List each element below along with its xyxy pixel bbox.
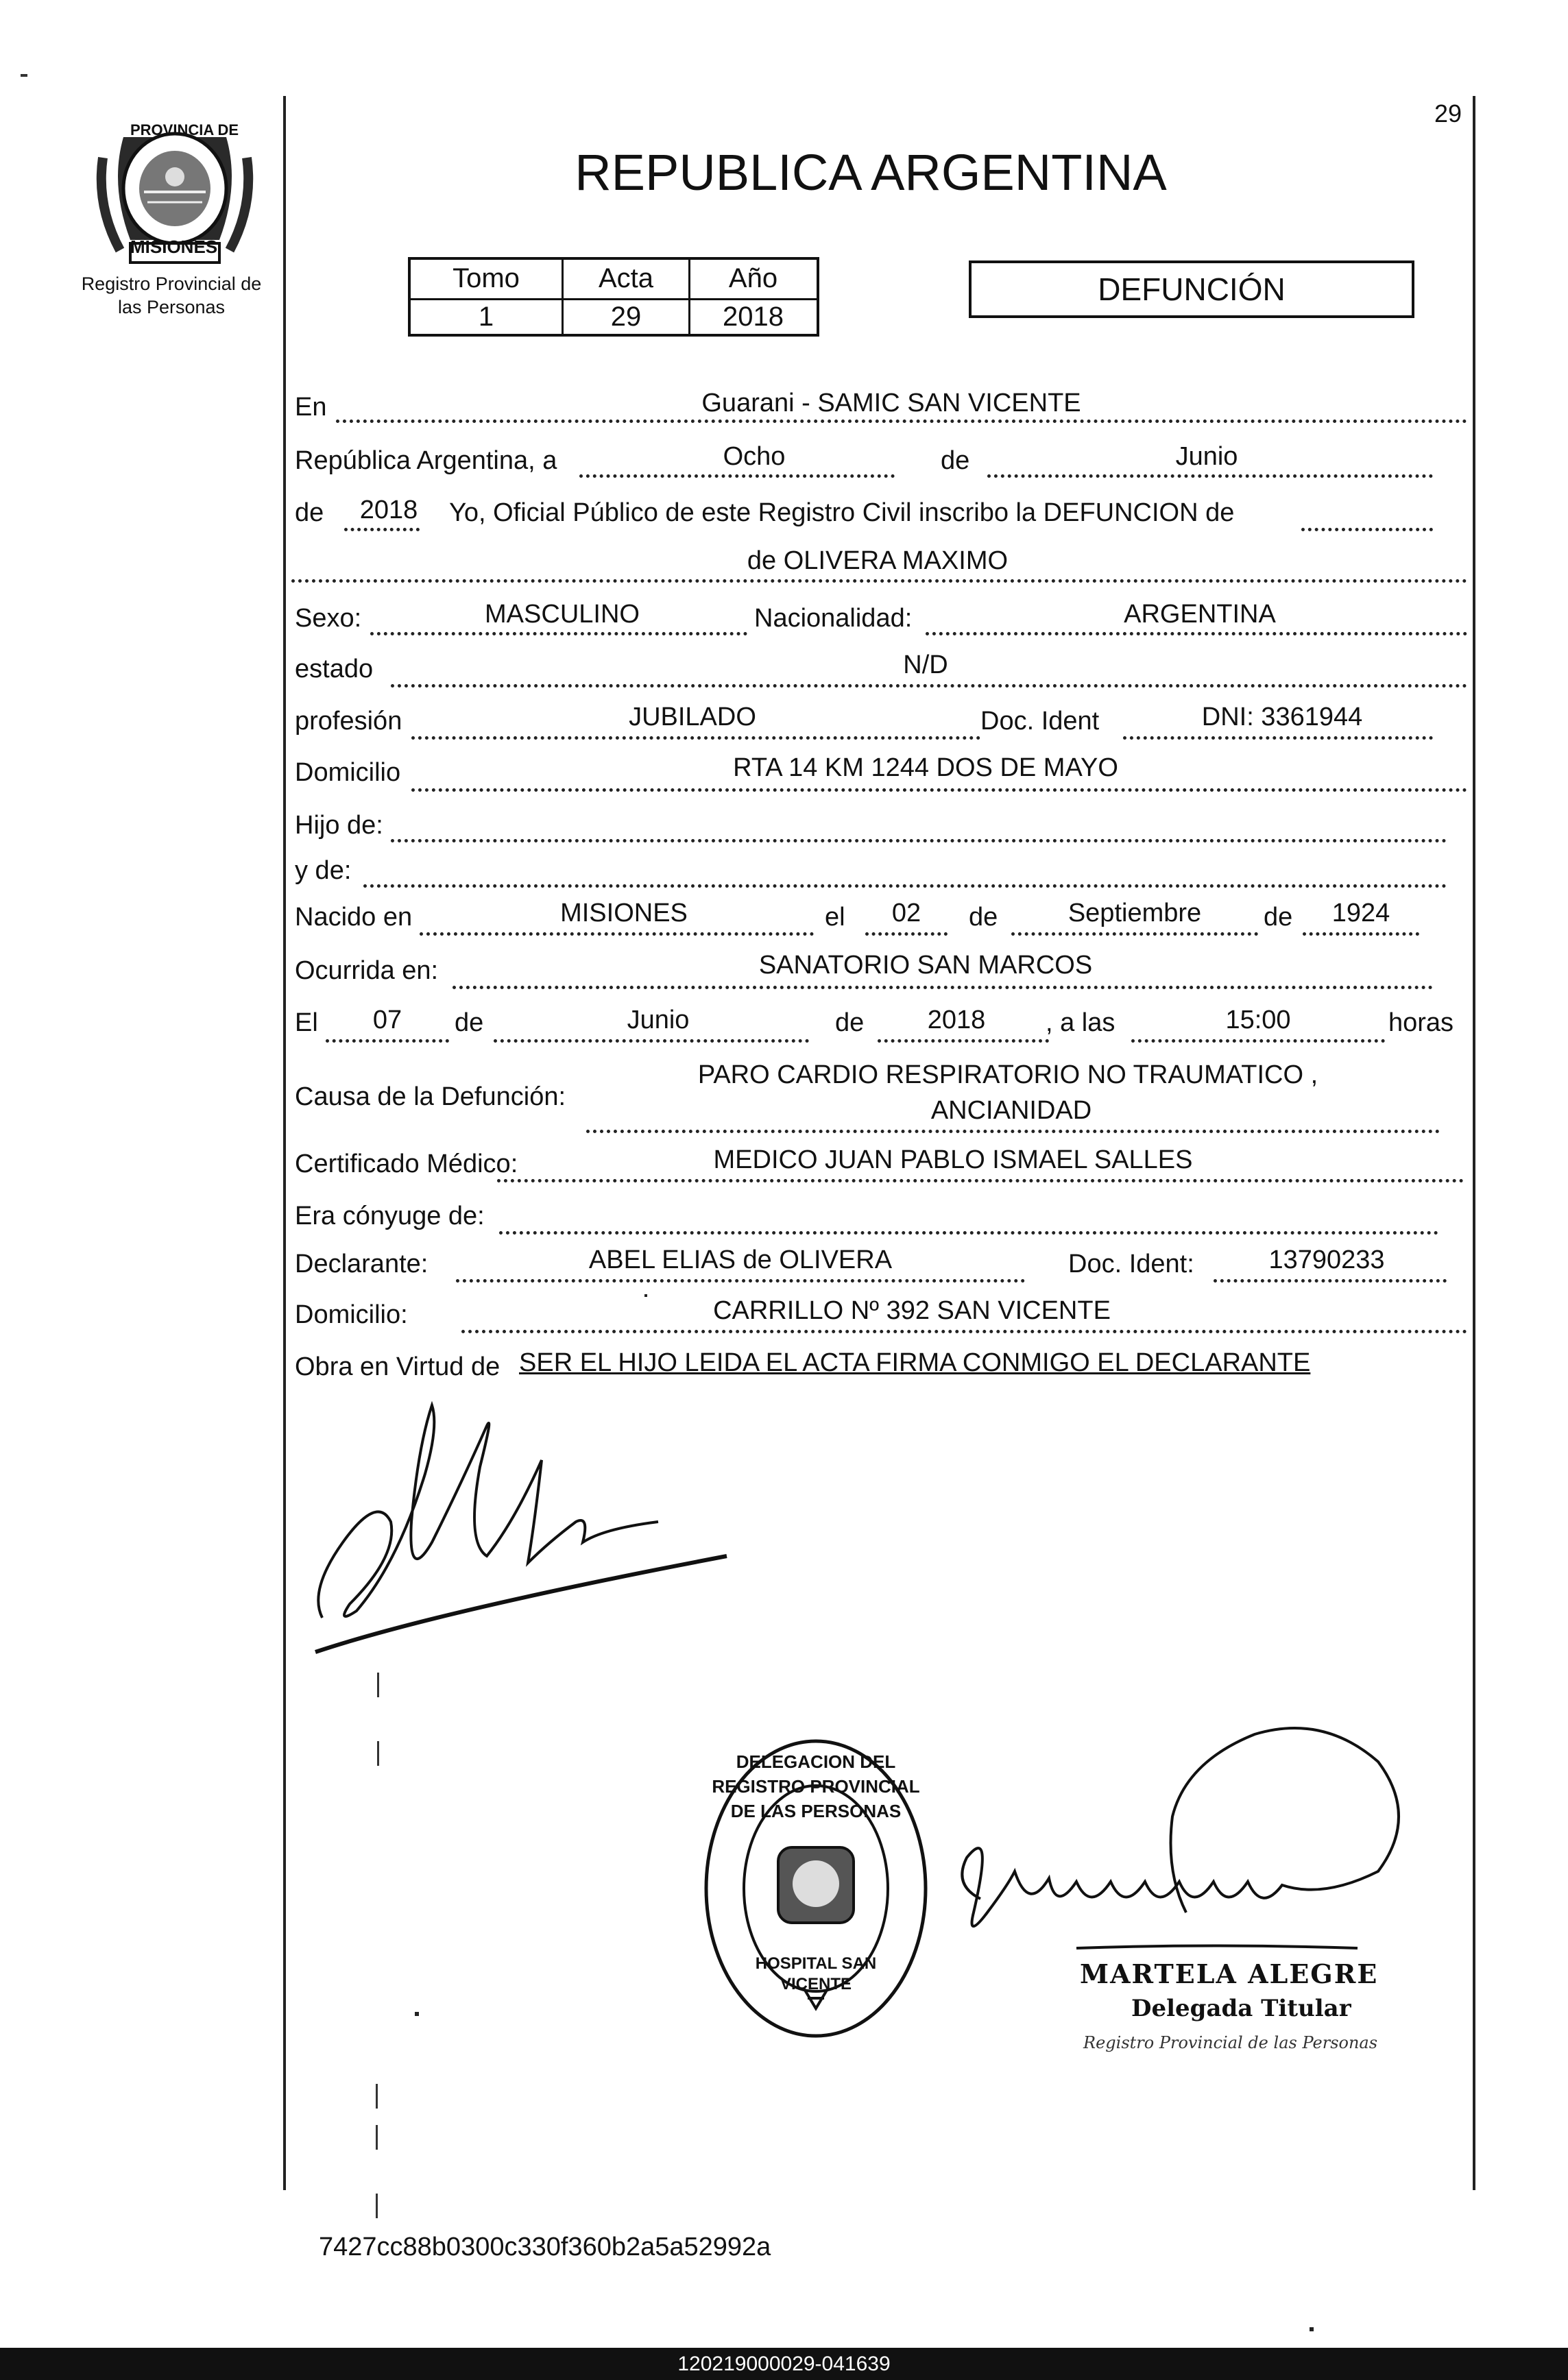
dotted-line [336,420,1467,423]
de-label-3: de [969,903,998,932]
dotted-line [344,528,420,531]
scan-mark [21,74,27,77]
left-border [283,96,286,2190]
dotted-line [497,1179,1464,1182]
nacionalidad-label: Nacionalidad: [754,604,913,633]
dotted-line [987,474,1433,478]
doc-ident2-label: Doc. Ident: [1068,1250,1194,1278]
dotted-line [1214,1279,1447,1283]
estado-label: estado [295,655,374,683]
logo-text-top: PROVINCIA DE [130,121,239,138]
nacido-dia: 02 [891,899,921,927]
de-label-5: de [455,1008,484,1037]
document-hash: 7427cc88b0300c330f360b2a5a52992a [319,2233,771,2261]
domicilio2-label: Domicilio: [295,1300,408,1329]
record-type-box [969,260,1414,318]
scan-speck [415,2012,419,2016]
declarante-value: ABEL ELIAS de OLIVERA [588,1246,893,1274]
value-acta: 29 [610,302,642,332]
profesion-label: profesión [295,707,402,736]
declarante-label: Declarante: [295,1250,429,1278]
estado-value: N/D [903,651,948,679]
y-de-label: y de: [295,856,352,885]
dotted-line [391,839,1447,842]
de-label-2: de [295,498,324,527]
value-tomo: 1 [478,302,494,332]
dotted-line [1011,932,1258,936]
nombre-value: de OLIVERA MAXIMO [747,546,1009,575]
en-label: En [295,393,327,422]
header-acta: Acta [598,263,654,293]
dotted-line [878,1039,1049,1043]
header-tomo: Tomo [453,263,520,293]
scan-speck [644,1294,647,1297]
dotted-line [420,932,814,936]
causa-line1: PARO CARDIO RESPIRATORIO NO TRAUMATICO , [697,1060,1318,1089]
domicilio2-value: CARRILLO Nº 392 SAN VICENTE [713,1296,1111,1325]
dotted-line [1123,736,1433,740]
dotted-line [326,1039,449,1043]
nacido-mes: Septiembre [1068,899,1202,927]
record-table [408,257,819,337]
dotted-line [453,986,1433,989]
a-las-label: , a las [1046,1008,1115,1037]
def-mes: Junio [627,1006,690,1034]
logo-caption-line1: Registro Provincial de [81,274,262,294]
guide-mark [376,2084,378,2109]
dia-value: Ocho [723,442,786,471]
scan-speck [1310,2327,1314,2331]
obra-label: Obra en Virtud de [295,1352,500,1381]
guide-mark [376,2125,378,2150]
mes-value: Junio [1175,442,1238,471]
dotted-line [494,1039,809,1043]
official-name: MARTELA ALEGRE [1080,1958,1379,1989]
dotted-line [391,684,1467,688]
republica-label: República Argentina, a [295,446,557,475]
page-title: REPUBLICA ARGENTINA [575,144,1167,201]
official-signature [939,1707,1433,1967]
horas-label: horas [1388,1008,1454,1037]
certificado-label: Certificado Médico: [295,1150,518,1178]
doc-ident2-value: 13790233 [1268,1246,1385,1274]
anio-value: 2018 [359,496,418,524]
dotted-line [586,1130,1440,1133]
causa-line2: ANCIANIDAD [930,1096,1092,1125]
header-anio: Año [728,263,778,293]
value-anio: 2018 [723,302,784,332]
el-label: el [825,903,845,932]
nacionalidad-value: ARGENTINA [1124,600,1276,629]
declarant-signature [302,1385,740,1673]
official-title: Delegada Titular [1131,1995,1351,2022]
dotted-line [291,579,1467,583]
inscribo-text: Yo, Oficial Público de este Registro Civil inscribo la DEFUNCION de [449,498,1235,527]
page-number: 29 [1434,99,1462,127]
guide-mark [376,2194,378,2218]
nacido-label: Nacido en [295,903,413,932]
doc-ident-value: DNI: 3361944 [1201,703,1363,731]
def-hora: 15:00 [1225,1006,1291,1034]
logo-text-bottom: MISIONES [130,236,218,257]
dotted-line [1131,1039,1385,1043]
guide-mark [377,1673,379,1697]
dotted-line [1303,932,1419,936]
dotted-line [363,884,1447,888]
dotted-line [461,1330,1467,1333]
official-subtitle: Registro Provincial de las Personas [1083,2033,1378,2052]
logo-caption-line2: las Personas [117,297,226,317]
ocurrida-label: Ocurrida en: [295,956,439,985]
footer-code: 120219000029-041639 [677,2353,891,2375]
sexo-value: MASCULINO [485,600,640,629]
footer-bar [0,2348,1568,2380]
dotted-line [411,788,1467,792]
certificado-value: MEDICO JUAN PABLO ISMAEL SALLES [713,1145,1193,1174]
causa-label: Causa de la Defunción: [295,1082,566,1111]
stamp-inner-text: HOSPITAL SAN VICENTE [755,1954,877,1993]
dotted-line [865,932,948,936]
dotted-line [411,736,980,740]
domicilio-label: Domicilio [295,758,401,787]
dotted-line [499,1231,1438,1235]
conyuge-label: Era cónyuge de: [295,1202,485,1230]
ocurrida-value: SANATORIO SAN MARCOS [758,951,1093,980]
dotted-line [456,1279,1025,1283]
right-border [1473,96,1475,2190]
dotted-line [1301,528,1433,531]
profesion-value: JUBILADO [629,703,756,731]
dotted-line [370,632,747,635]
hijo-de-label: Hijo de: [295,811,383,840]
dotted-line [926,632,1467,635]
en-value: Guarani - SAMIC SAN VICENTE [701,389,1081,417]
def-anio: 2018 [927,1006,986,1034]
def-dia: 07 [372,1006,402,1034]
stamp-ring-text: DELEGACION DEL REGISTRO PROVINCIAL DE LAS PERSONAS [712,1751,920,1821]
doc-ident-label: Doc. Ident [980,707,1100,736]
de-label-4: de [1264,903,1293,932]
obra-value: SER EL HIJO LEIDA EL ACTA FIRMA CONMIGO EL DECLARANTE [519,1348,1311,1377]
domicilio-value: RTA 14 KM 1244 DOS DE MAYO [733,753,1118,782]
de-label-6: de [835,1008,865,1037]
nacido-lugar: MISIONES [560,899,688,927]
sexo-label: Sexo: [295,604,362,633]
dotted-line [579,474,895,478]
el-cap-label: El [295,1008,318,1037]
guide-mark [377,1741,379,1766]
nacido-anio: 1924 [1331,899,1390,927]
record-type: DEFUNCIÓN [1098,271,1286,307]
de-label: de [941,446,970,475]
